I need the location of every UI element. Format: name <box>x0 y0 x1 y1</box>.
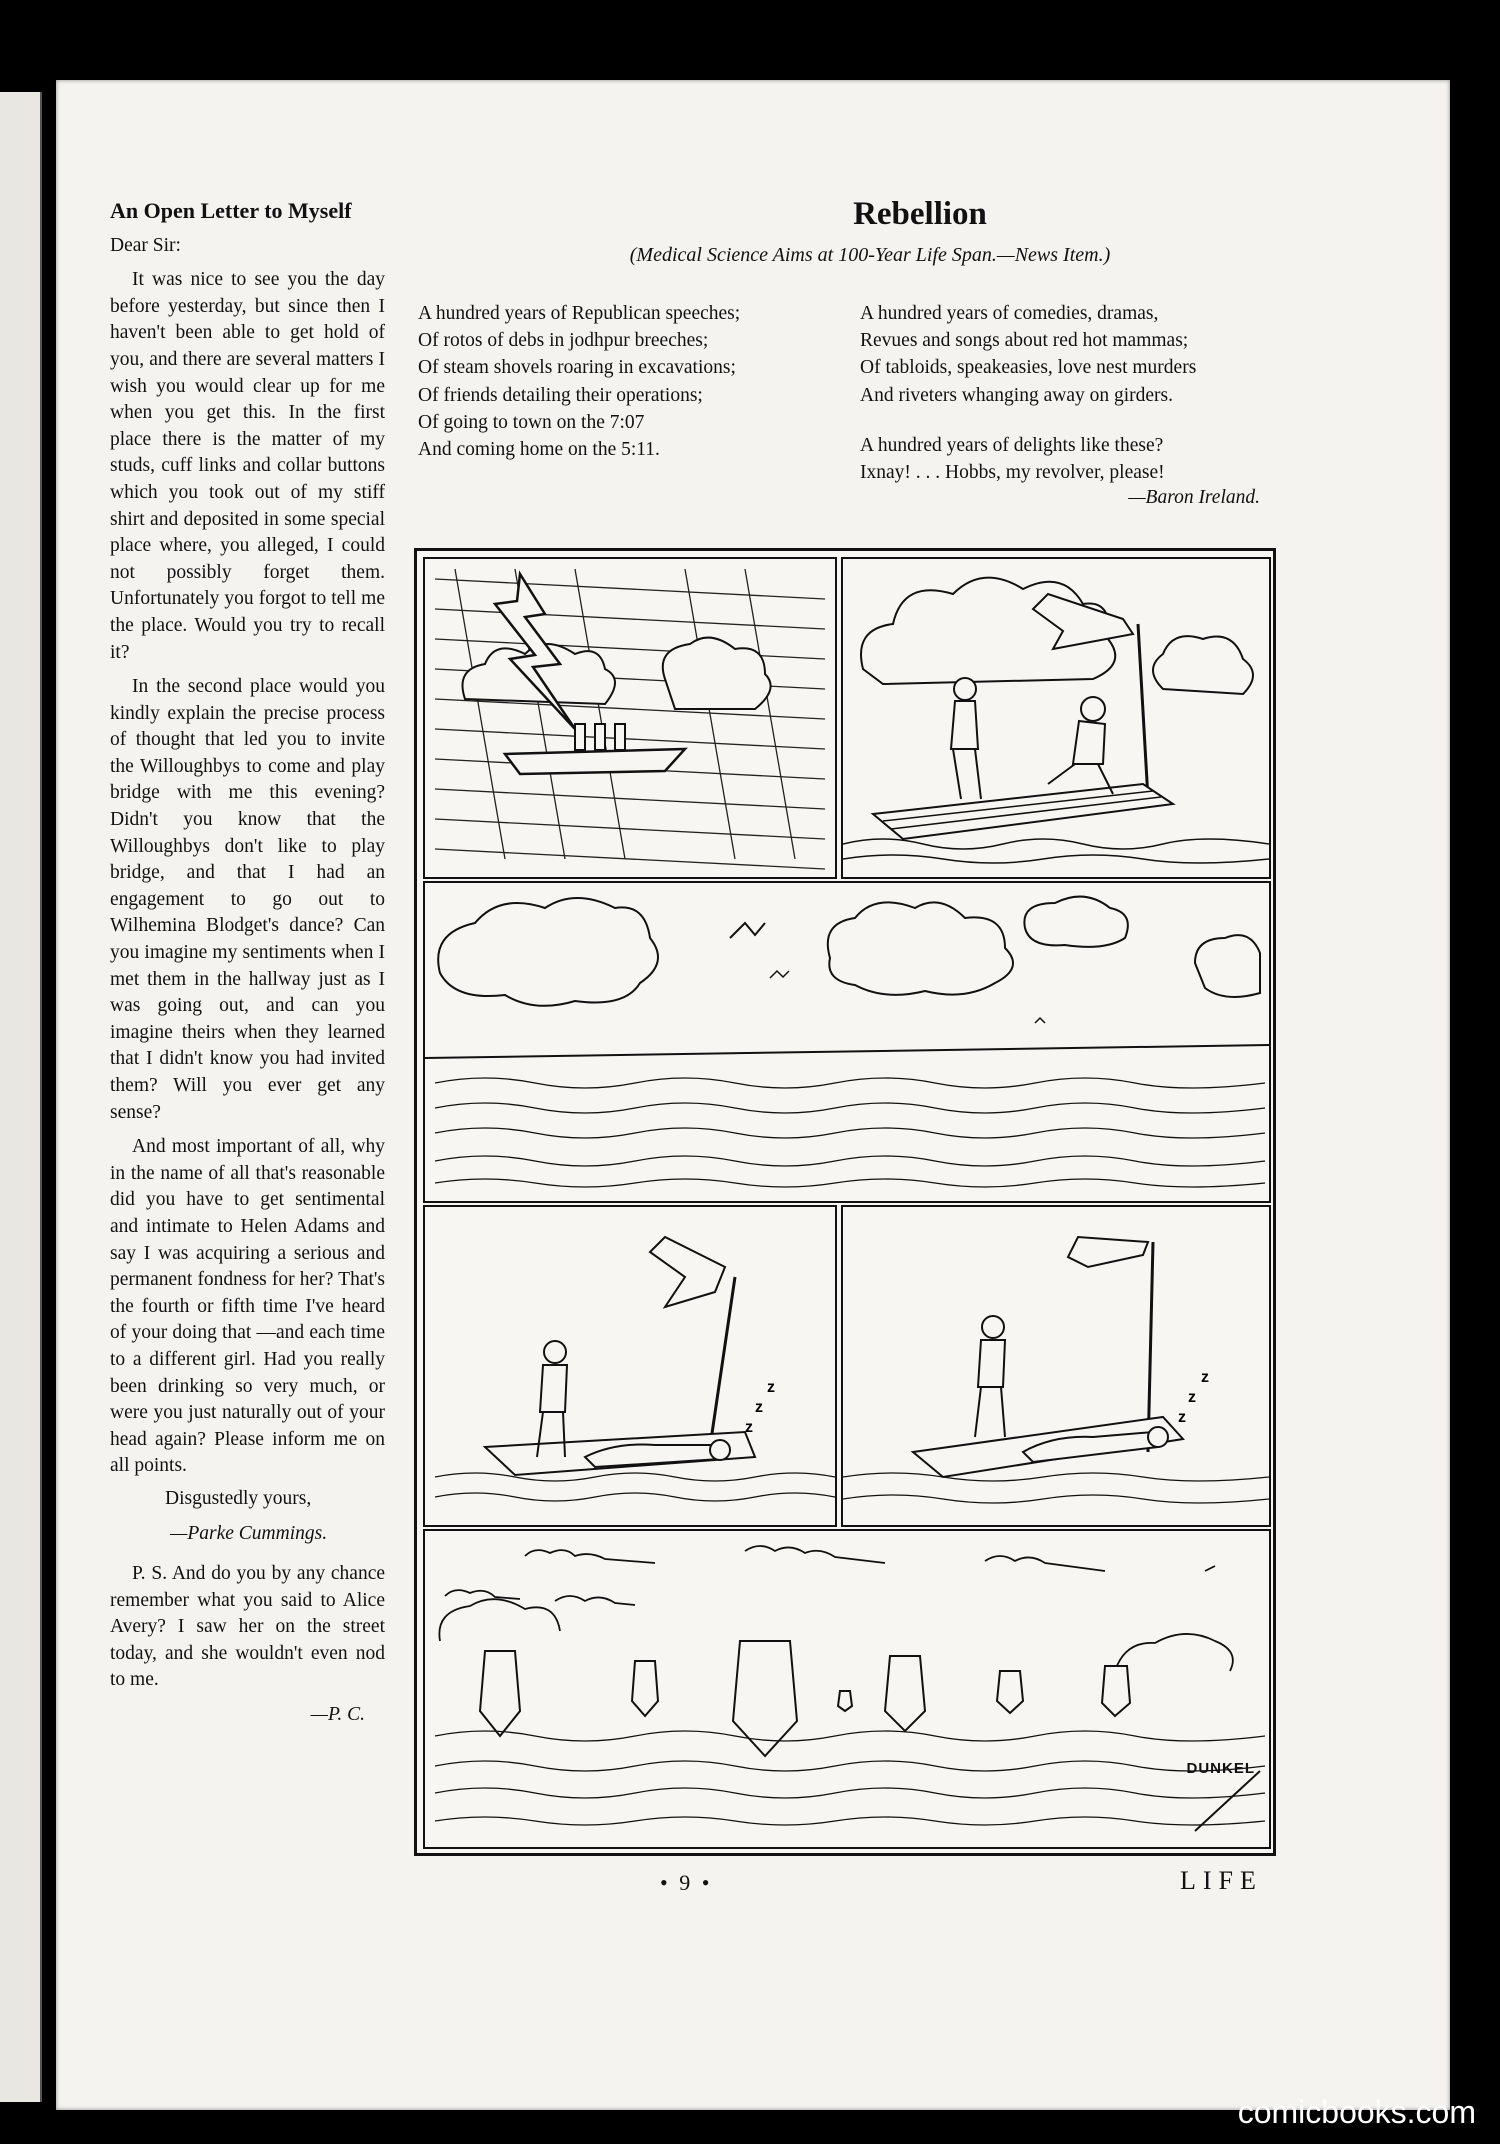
poem-line: Of steam shovels roaring in excavations; <box>418 357 736 379</box>
snore-text: z <box>1188 1389 1196 1406</box>
poem-line: Of going to town on the 7:07 <box>418 411 645 433</box>
panel-empty-sea <box>423 881 1271 1203</box>
snore-text: z <box>767 1379 775 1396</box>
ship-icon <box>885 1656 925 1731</box>
poem-line: A hundred years of Republican speeches; <box>418 303 741 324</box>
mast-icon <box>1138 624 1148 799</box>
ship-icon <box>632 1661 658 1716</box>
raft-couple-illustration <box>843 559 1269 877</box>
smoke-icon <box>985 1556 1105 1571</box>
ship-icon <box>838 1691 852 1711</box>
ship-icon <box>997 1671 1023 1713</box>
magazine-name: LIFE <box>1180 1866 1263 1895</box>
poem-stanza-3 <box>860 432 1165 486</box>
artist-signature: DUNKEL <box>1186 1760 1255 1777</box>
poem-line: Ixnay! . . . Hobbs, my revolver, please! <box>860 462 1165 484</box>
letter-salutation: Dear Sir: <box>110 234 181 256</box>
empty-sea-illustration <box>425 883 1269 1201</box>
poem-byline: —Baron Ireland. <box>1128 487 1260 508</box>
poem-line: Of tabloids, speakeasies, love nest murders <box>860 357 1197 379</box>
panel-raft-sleeping-2 <box>841 1205 1271 1527</box>
snore-text: z <box>1178 1409 1186 1426</box>
raft-icon <box>873 784 1173 839</box>
poem-stanza-1 <box>418 300 740 463</box>
ship-icon <box>505 749 685 774</box>
letter-paragraph-1: It was nice to see you the day before yesterday, but since then I haven't been able to get hold of you, and there are several matters I wish you would clear up for me when you get this. In the first place there is the matter of my studs, cuff links and collar buttons which you took out of my stiff shirt and deposited in some special place where, you alleged, I could not possibly forget them. Unfortunately you forgot to tell me the place. Would you try to recall it? <box>110 269 385 663</box>
poem-line: A hundred years of delights like these? <box>860 435 1164 456</box>
mast-icon <box>710 1277 735 1447</box>
raft-sleeping-2-illustration <box>843 1207 1269 1525</box>
poem-line: Of rotos of debs in jodhpur breeches; <box>418 330 709 352</box>
smoke-icon <box>525 1550 655 1563</box>
panel-raft-sleeping <box>423 1205 837 1527</box>
smoke-icon <box>445 1590 520 1599</box>
poem-stanza-2 <box>860 300 1196 409</box>
bird-icon <box>770 971 789 978</box>
comic-strip <box>414 548 1276 1856</box>
panel-raft-couple <box>841 557 1271 879</box>
storm-illustration <box>425 559 835 877</box>
snore-text: z <box>745 1419 753 1436</box>
letter-title: An Open Letter to Myself <box>110 198 352 223</box>
raft-sleeping-illustration <box>425 1207 835 1525</box>
snore-text: z <box>1201 1369 1209 1386</box>
open-letter <box>110 198 385 1729</box>
letter-paragraph-2: In the second place would you kindly explain the precise process of thought that led you to invite the Willoughbys to come and play bridge with me this evening? Didn't you know that the Willoughbys don't like to play bridge, and that I had an engagement to go out to Wilhemina Blodget's dance? Can you imagine my sentiments when I met them in the hallway just as I was going out, and can you imagine theirs when they learned that I didn't know you had invited them? Will you ever get any sense? <box>110 676 385 1123</box>
poem-subtitle: (Medical Science Aims at 100-Year Life Span.—News Item.) <box>629 244 1111 266</box>
panel-storm <box>423 557 837 879</box>
poem-title: Rebellion <box>853 196 987 232</box>
page-number: • 9 • <box>660 1870 713 1895</box>
poem-line: Of friends detailing their operations; <box>418 384 703 406</box>
ship-icon <box>1102 1666 1130 1716</box>
smoke-icon <box>555 1596 635 1605</box>
bird-icon <box>1035 1018 1045 1023</box>
letter-signature: —Parke Cummings. <box>170 1522 328 1544</box>
ships-illustration <box>425 1531 1269 1847</box>
ship-icon <box>480 1651 520 1736</box>
letter-closing: Disgustedly yours, <box>165 1487 312 1509</box>
snore-text: z <box>755 1399 763 1416</box>
adjacent-page-edge <box>0 92 42 2102</box>
letter-paragraph-3: And most important of all, why in the name of all that's reasonable did you have to get sentimental and intimate to Helen Adams and say I was acquiring a serious and permanent fondness for her? That's the fourth or fifth time I've heard of your doing that —and each time to a different girl. Had you really been drinking so very much, or were you just naturally out of your head again? Please inform me on all points. <box>110 1136 385 1477</box>
poem-line: And riveters whanging away on girders. <box>860 384 1173 406</box>
postscript-signature: —P. C. <box>310 1704 365 1726</box>
flag-icon <box>650 1237 725 1307</box>
smoke-icon <box>745 1546 885 1563</box>
flag-icon <box>1068 1237 1148 1267</box>
bird-icon <box>730 923 765 938</box>
poem-line: Revues and songs about red hot mammas; <box>860 330 1189 352</box>
poem-line: A hundred years of comedies, dramas, <box>860 303 1159 324</box>
source-watermark: comicbooks.com <box>1237 2094 1476 2130</box>
panel-ships <box>423 1529 1271 1849</box>
letter-postscript: P. S. And do you by any chance remember what you said to Alice Avery? I saw her on the street today, and she wouldn't even nod to me. <box>110 1563 385 1691</box>
poem-line: And coming home on the 5:11. <box>418 439 660 461</box>
ship-icon <box>733 1641 797 1756</box>
